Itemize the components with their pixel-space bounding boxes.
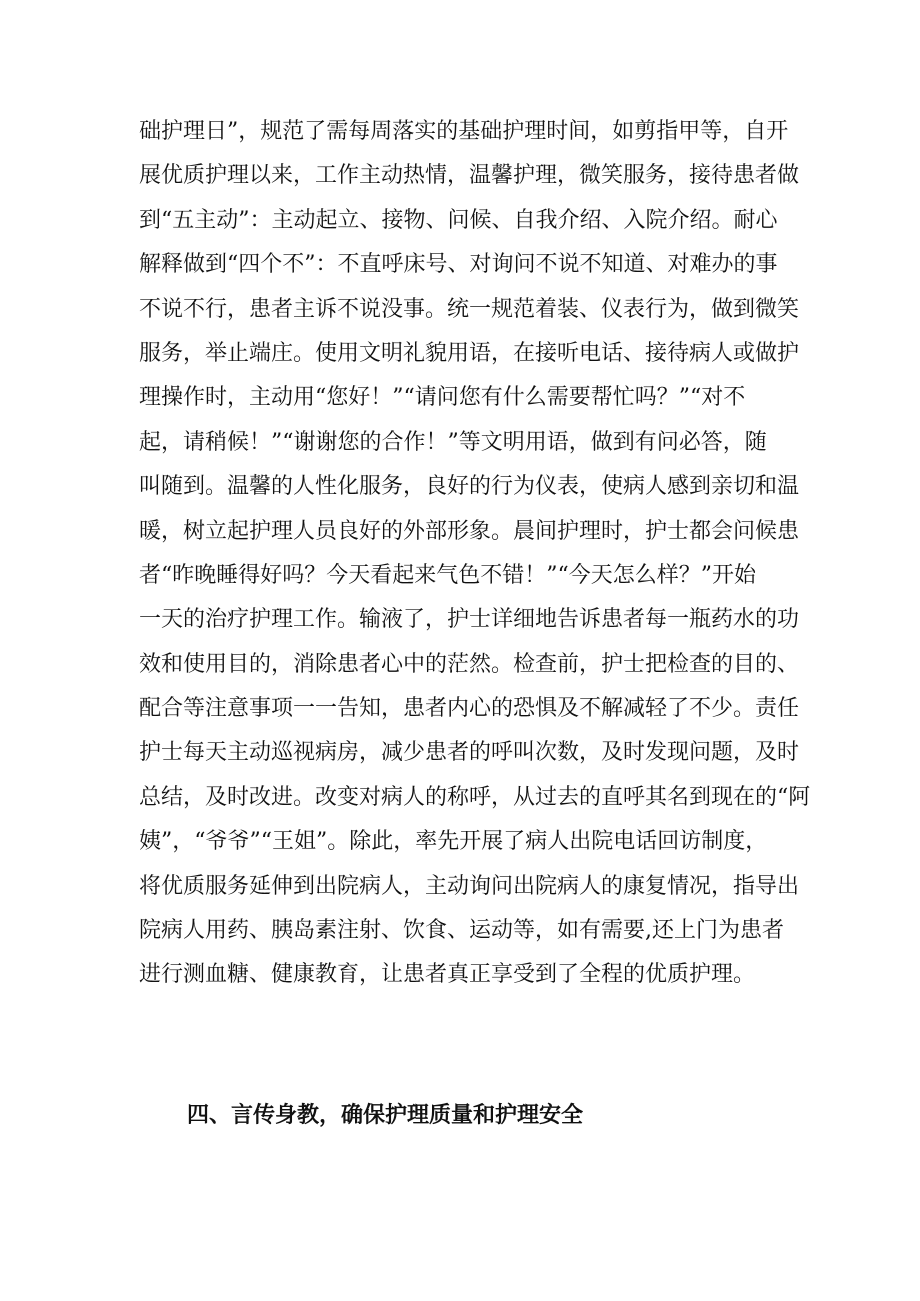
- text-line: 一天的治疗护理工作。输液了，护士详细地告诉患者每一瓶药水的功: [139, 607, 800, 633]
- text-line: 配合等注意事项一一告知，患者内心的恐惧及不解减轻了不少。责任: [139, 696, 800, 722]
- body-paragraph: [139, 110, 811, 998]
- text-line: 将优质服务延伸到出院病人，主动询问出院病人的康复情况，指导出: [139, 873, 800, 899]
- text-line: 总结，及时改进。改变对病人的称呼，从过去的直呼其名到现在的“阿: [139, 784, 811, 810]
- text-line: 姨”，“爷爷”“王姐”。除此，率先开展了病人出院电话回访制度，: [139, 829, 768, 855]
- text-line: 起，请稍候！”“谢谢您的合作！”等文明用语，做到有问必答，随: [139, 429, 767, 455]
- text-line: 院病人用药、胰岛素注射、饮食、运动等，如有需要,还上门为患者: [139, 918, 784, 944]
- text-line: 暖，树立起护理人员良好的外部形象。晨间护理时，护士都会问候患: [139, 518, 800, 544]
- text-line: 叫随到。温馨的人性化服务，良好的行为仪表，使病人感到亲切和温: [139, 474, 800, 500]
- text-line: 展优质护理以来，工作主动热情，温馨护理，微笑服务，接待患者做: [139, 163, 800, 189]
- text-line: 不说不行，患者主诉不说没事。统一规范着装、仪表行为，做到微笑: [139, 296, 800, 322]
- text-line: 理操作时，主动用“您好！”“请问您有什么需要帮忙吗？”“对不: [139, 385, 746, 411]
- text-line: 进行测血糖、健康教育，让患者真正享受到了全程的优质护理。: [139, 962, 756, 988]
- text-line: 效和使用目的，消除患者心中的茫然。检查前，护士把检查的目的、: [139, 651, 800, 677]
- text-line: 护士每天主动巡视病房，减少患者的呼叫次数，及时发现问题，及时: [139, 740, 800, 766]
- text-line: 础护理日”，规范了需每周落实的基础护理时间，如剪指甲等，自开: [139, 119, 789, 144]
- text-line: 解释做到“四个不”：不直呼床号、对询问不说不知道、对难办的事: [139, 252, 778, 278]
- text-line: 到“五主动”：主动起立、接物、问候、自我介绍、入院介绍。耐心: [139, 207, 778, 233]
- text-line: 服务，举止端庄。使用文明礼貌用语，在接听电话、接待病人或做护: [139, 340, 800, 366]
- section-heading: 四、言传身教，确保护理质量和护理安全: [187, 1103, 584, 1128]
- text-line: 者“昨晚睡得好吗？今天看起来气色不错！”“今天怎么样？”开始: [139, 562, 756, 588]
